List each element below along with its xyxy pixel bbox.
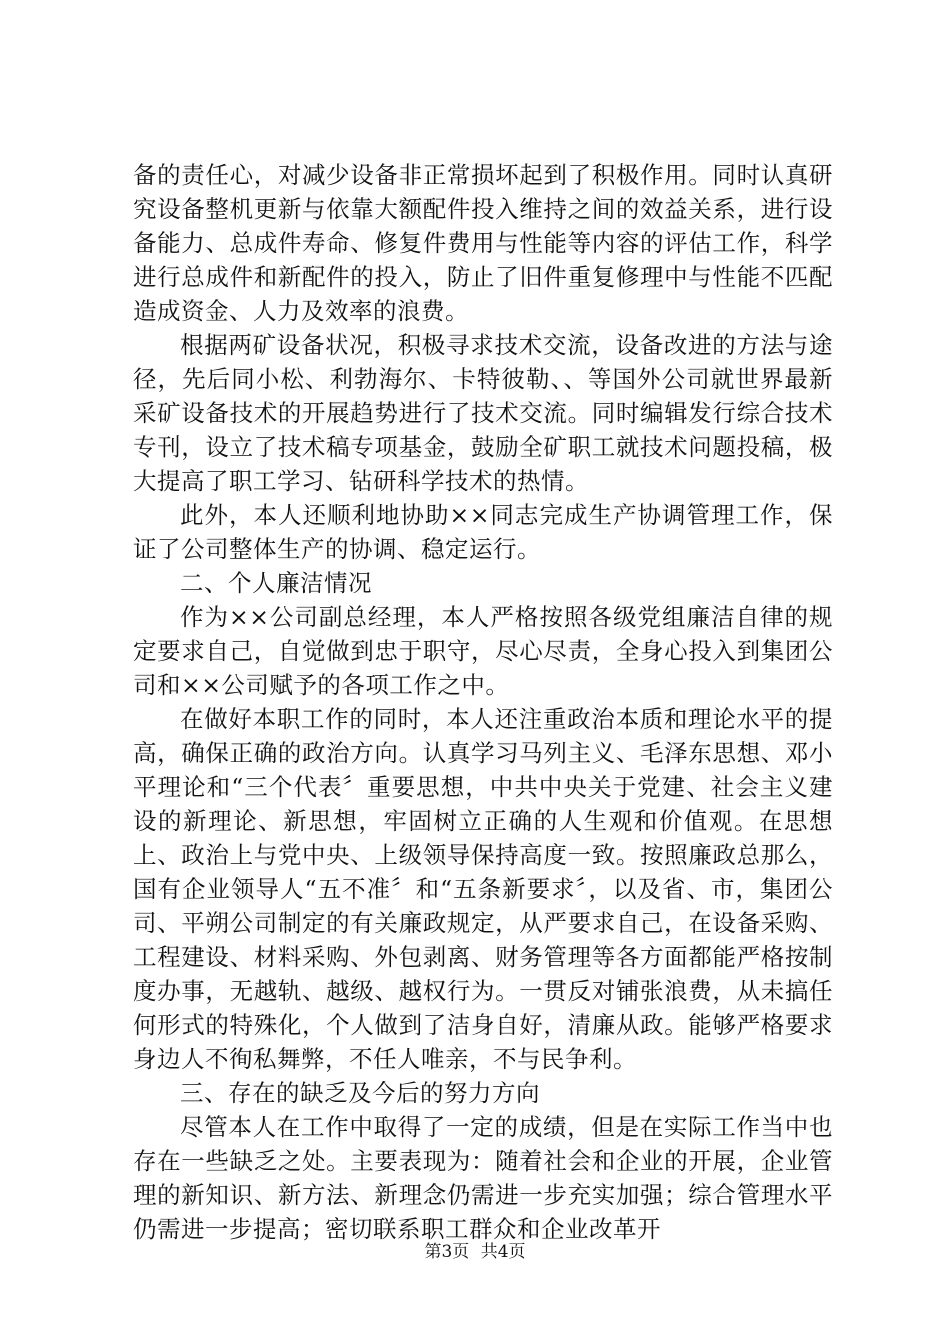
paragraph-production-coordination: 此外，本人还顺利地协助××同志完成生产协调管理工作，保证了公司整体生产的协调、稳定运行。 [133, 501, 833, 563]
section-heading-shortcomings: 三、存在的缺乏及今后的努力方向 [180, 1079, 540, 1107]
page-total: 共4页 [480, 1242, 526, 1262]
document-body [133, 158, 833, 1246]
paragraph-political-theory: 在做好本职工作的同时，本人还注重政治本质和理论水平的提高，确保正确的政治方向。认真学习马列主义、毛泽东思想、邓小平理论和“三个代表〞重要思想，中共中央关于党建、社会主义建设的新理论、新思想，牢固树立正确的人生观和价值观。在思想上、政治上与党中央、上级领导保持高度一致。按照廉政总那么，国有企业领导人“五不准〞和“五条新要求〞，以及省、市，集团公司、平朔公司制定的有关廉政规定，从严要求自己，在设备采购、工程建设、材料采购、外包剥离、财务管理等各方面都能严格按制度办事，无越轨、越级、越权行为。一贯反对铺张浪费，从未搞任何形式的特殊化，个人做到了洁身自好，清廉从政。能够严格要求身边人不徇私舞弊，不任人唯亲，不与民争利。 [133, 705, 833, 1073]
page-footer [0, 1241, 950, 1263]
paragraph-integrity-discipline: 作为××公司副总经理，本人严格按照各级党组廉洁自律的规定要求自己，自觉做到忠于职守，尽心尽责，全身心投入到集团公司和××公司赋予的各项工作之中。 [133, 603, 833, 699]
paragraph-technical-exchange: 根据两矿设备状况，积极寻求技术交流，设备改进的方法与途径，先后同小松、利勃海尔、卡特彼勒、、等国外公司就世界最新采矿设备技术的开展趋势进行了技术交流。同时编辑发行综合技术专刊，设立了技术稿专项基金，鼓励全矿职工就技术问题投稿，极大提高了职工学习、钻研科学技术的热情。 [133, 331, 833, 495]
paragraph-equipment-responsibility: 备的责任心，对减少设备非正常损坏起到了积极作用。同时认真研究设备整机更新与依靠大额配件投入维持之间的效益关系，进行设备能力、总成件寿命、修复件费用与性能等内容的评估工作，科学进行总成件和新配件的投入，防止了旧件重复修理中与性能不匹配造成资金、人力及效率的浪费。 [133, 161, 833, 325]
page-number: 第3页 [424, 1242, 470, 1262]
paragraph-shortcomings: 尽管本人在工作中取得了一定的成绩，但是在实际工作当中也存在一些缺乏之处。主要表现为：随着社会和企业的开展，企业管理的新知识、新方法、新理念仍需进一步充实加强；综合管理水平仍需进一步提高；密切联系职工群众和企业改革开 [133, 1113, 833, 1243]
section-heading-integrity: 二、个人廉洁情况 [180, 569, 372, 597]
